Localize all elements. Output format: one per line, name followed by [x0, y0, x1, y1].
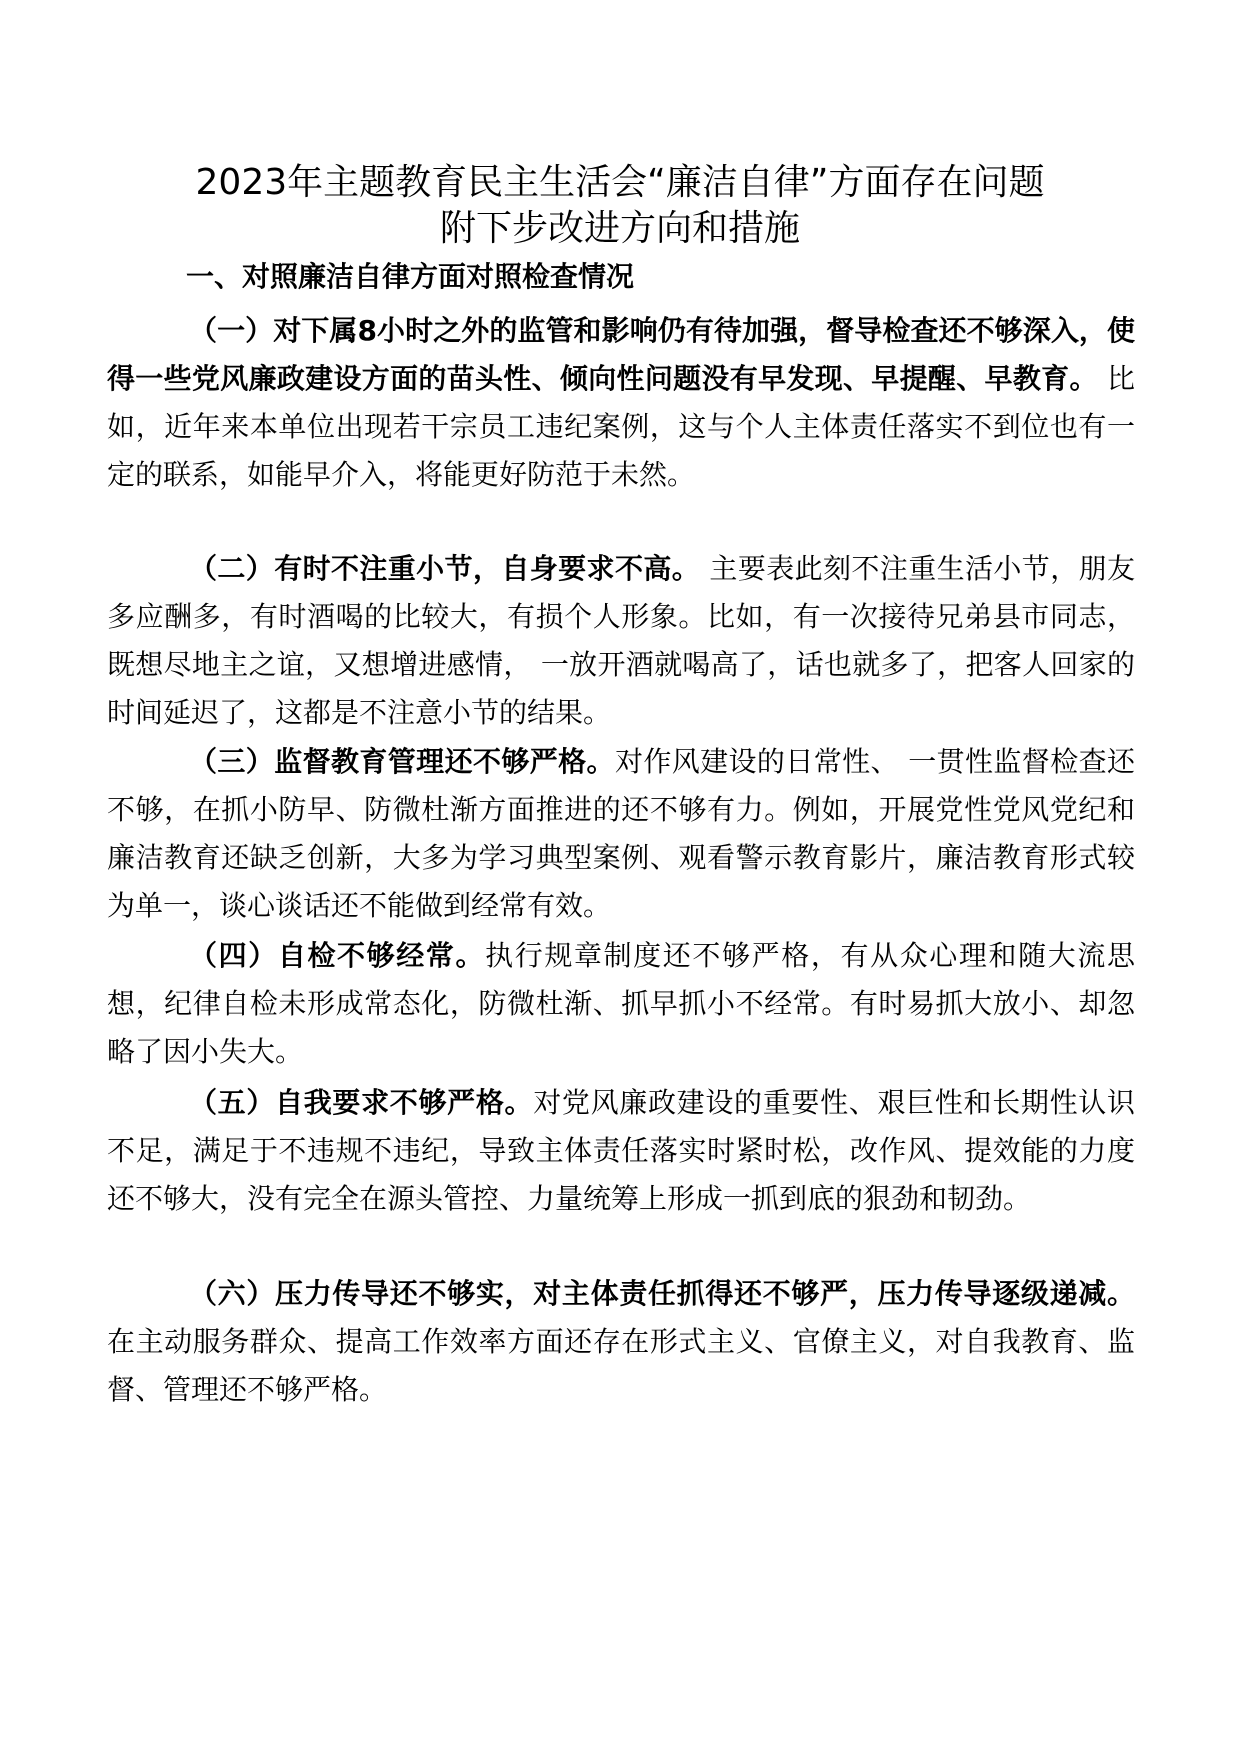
- paragraph-body: 对作风建设的日常性、 一贯性监督检查还不够，在抓小防早、防微杜渐方面推进的还不够有力。例如，开展党性党风党纪和廉洁教育还缺乏创新，大多为学习典型案例、观看警示教育影片，廉洁教育形式较为单一，谈心谈话还不能做到经常有效。: [107, 745, 1135, 922]
- paragraph-item: [107, 545, 1135, 737]
- paragraph-lead: （一）对下属8小时之外的监管和影响仍有待加强，督导检查还不够深入，使得一些党风廉政建设方面的苗头性、倾向性问题没有早发现、早提醒、早教育。: [107, 314, 1135, 395]
- paragraph-body: 对党风廉政建设的重要性、艰巨性和长期性认识不足，满足于不违规不违纪，导致主体责任落实时紧时松，改作风、提效能的力度还不够大，没有完全在源头管控、力量统筹上形成一抓到底的狠劲和韧劲。: [107, 1086, 1135, 1215]
- section-heading: 一、对照廉洁自律方面对照检查情况: [186, 260, 635, 293]
- paragraph-body: 在主动服务群众、提高工作效率方面还存在形式主义、官僚主义，对自我教育、监督、管理还不够严格。: [107, 1325, 1135, 1406]
- paragraph-item: [107, 738, 1135, 930]
- paragraph-lead: （五）自我要求不够严格。: [189, 1086, 534, 1119]
- document-title-line-2: 附下步改进方向和措施: [439, 208, 800, 249]
- paragraph-item: [107, 932, 1135, 1076]
- paragraph-lead: （四）自检不够经常。: [189, 939, 486, 972]
- paragraph-lead: （二）有时不注重小节，自身要求不高。: [189, 552, 701, 585]
- paragraph-body: 比如，近年来本单位出现若干宗员工违纪案例，这与个人主体责任落实不到位也有一定的联系，如能早介入，将能更好防范于未然。: [107, 362, 1135, 491]
- document-title-line-1: 2023年主题教育民主生活会“廉洁自律”方面存在问题: [195, 162, 1045, 203]
- paragraph-item: [107, 307, 1135, 499]
- paragraph-body: 主要表此刻不注重生活小节，朋友多应酬多，有时酒喝的比较大，有损个人形象。比如，有一次接待兄弟县市同志，既想尽地主之谊，又想增进感情， 一放开酒就喝高了，话也就多了，把客人回家的时间延迟了，这都是不注意小节的结果。: [107, 552, 1135, 729]
- paragraph-body: 执行规章制度还不够严格，有从众心理和随大流思想，纪律自检未形成常态化，防微杜渐、抓早抓小不经常。有时易抓大放小、却忽略了因小失大。: [107, 939, 1135, 1068]
- paragraph-item: [107, 1079, 1135, 1223]
- paragraph-item: [107, 1270, 1135, 1414]
- paragraph-lead: （三）监督教育管理还不够严格。: [189, 745, 615, 778]
- paragraph-lead: （六）压力传导还不够实，对主体责任抓得还不够严，压力传导逐级递减。: [189, 1277, 1135, 1310]
